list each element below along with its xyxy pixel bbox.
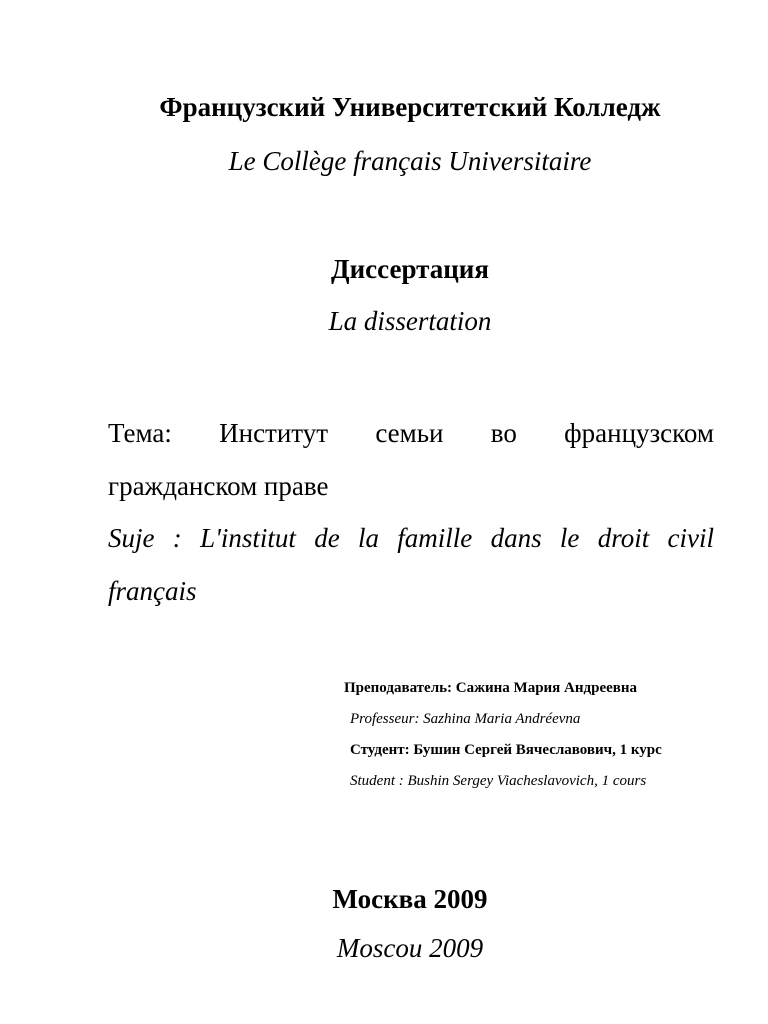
teacher-ru: Преподаватель: Сажина Мария Андреевна bbox=[344, 680, 638, 696]
topic-fr-word: le bbox=[559, 523, 580, 553]
student-fr: Student : Bushin Sergey Viacheslavovich, 1 cours bbox=[350, 773, 647, 789]
topic-fr-word: dans bbox=[490, 523, 542, 553]
institution-name-ru: Французский Университетский Колледж bbox=[159, 92, 661, 122]
topic-fr-word: droit bbox=[597, 523, 650, 553]
topic-fr-word: famille bbox=[397, 523, 473, 553]
topic-fr bbox=[108, 512, 714, 618]
place-date-fr: Moscou 2009 bbox=[336, 933, 484, 963]
topic-fr-word: L'institut bbox=[200, 523, 296, 553]
topic-ru-word: Тема: bbox=[108, 418, 172, 448]
place-date-ru: Москва 2009 bbox=[332, 884, 488, 914]
student-ru: Студент: Бушин Сергей Вячеславович, 1 курс bbox=[350, 742, 662, 758]
topic-ru bbox=[108, 407, 714, 513]
topic-fr-word: Suje bbox=[108, 523, 155, 553]
topic-fr-word: civil bbox=[667, 523, 714, 553]
topic-fr-line2: français bbox=[108, 576, 197, 606]
teacher-fr: Professeur: Sazhina Maria Andréevna bbox=[350, 711, 581, 727]
document-type-ru: Диссертация bbox=[331, 254, 489, 284]
document-type-fr: La dissertation bbox=[328, 306, 492, 336]
topic-ru-line2: гражданском праве bbox=[108, 471, 329, 501]
institution-name-fr: Le Collège français Universitaire bbox=[228, 146, 592, 176]
topic-fr-word: de bbox=[314, 523, 340, 553]
topic-ru-line1 bbox=[108, 407, 714, 460]
topic-ru-word: семьи bbox=[375, 418, 444, 448]
topic-ru-word: французском bbox=[564, 418, 714, 448]
topic-fr-word: : bbox=[172, 523, 182, 553]
topic-ru-word: во bbox=[490, 418, 517, 448]
topic-ru-word: Институт bbox=[219, 418, 329, 448]
topic-fr-line1 bbox=[108, 512, 714, 565]
topic-fr-word: la bbox=[357, 523, 379, 553]
